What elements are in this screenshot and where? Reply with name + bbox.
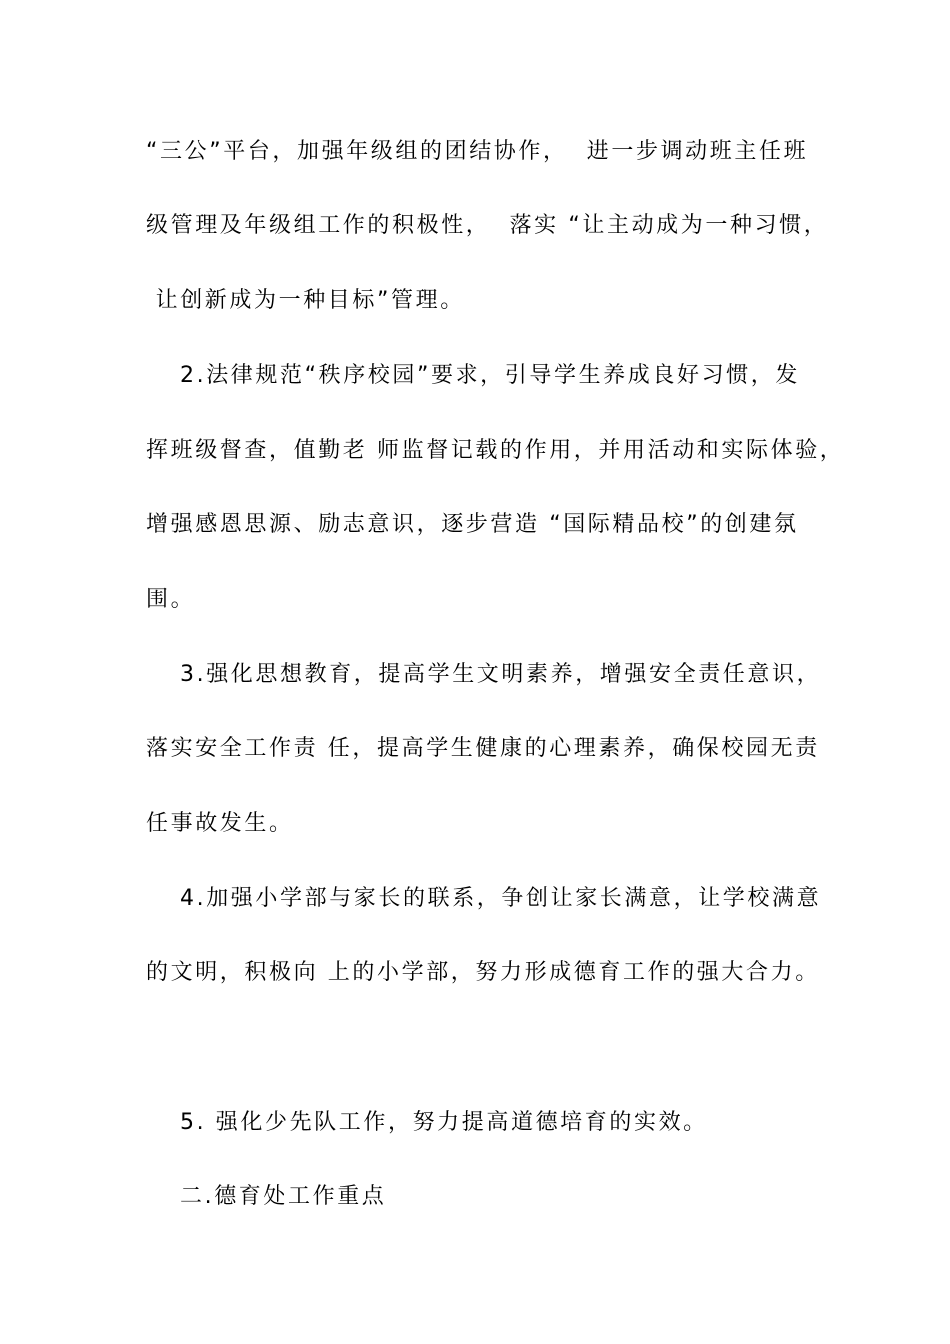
paragraph-3-line-3: 任事故发生。 bbox=[146, 811, 294, 836]
paragraph-1-line-1: “三公”平台，加强年级组的团结协作， 进一步调动班主任班 bbox=[146, 139, 809, 164]
paragraph-2-line-3: 增强感恩思源、励志意识，逐步营造 “国际精品校”的创建氛 bbox=[146, 512, 799, 537]
paragraph-5-line-1: 5. 强化少先队工作，努力提高道德培育的实效。 bbox=[180, 1110, 708, 1135]
paragraph-3-line-1: 3.强化思想教育，提高学生文明素养，增强安全责任意识， bbox=[180, 662, 822, 687]
paragraph-2-line-2: 挥班级督查，值勤老 师监督记载的作用，并用活动和实际体验， bbox=[146, 438, 845, 463]
paragraph-1-line-2: 级管理及年级组工作的积极性， 落实 “让主动成为一种习惯， bbox=[146, 213, 829, 238]
paragraph-3-line-2: 落实安全工作责 任，提高学生健康的心理素养，确保校园无责 bbox=[146, 736, 820, 761]
paragraph-2-line-4: 围。 bbox=[146, 587, 196, 612]
paragraph-2-line-1: 2.法律规范“秩序校园”要求，引导学生养成良好习惯，发 bbox=[180, 363, 800, 388]
paragraph-1-line-3: 让创新成为一种目标”管理。 bbox=[146, 288, 465, 313]
section-heading: 二.德育处工作重点 bbox=[180, 1184, 387, 1209]
paragraph-4-line-2: 的文明，积极向 上的小学部，努力形成德育工作的强大合力。 bbox=[146, 960, 820, 985]
paragraph-4-line-1: 4.加强小学部与家长的联系，争创让家长满意，让学校满意 bbox=[180, 886, 822, 911]
